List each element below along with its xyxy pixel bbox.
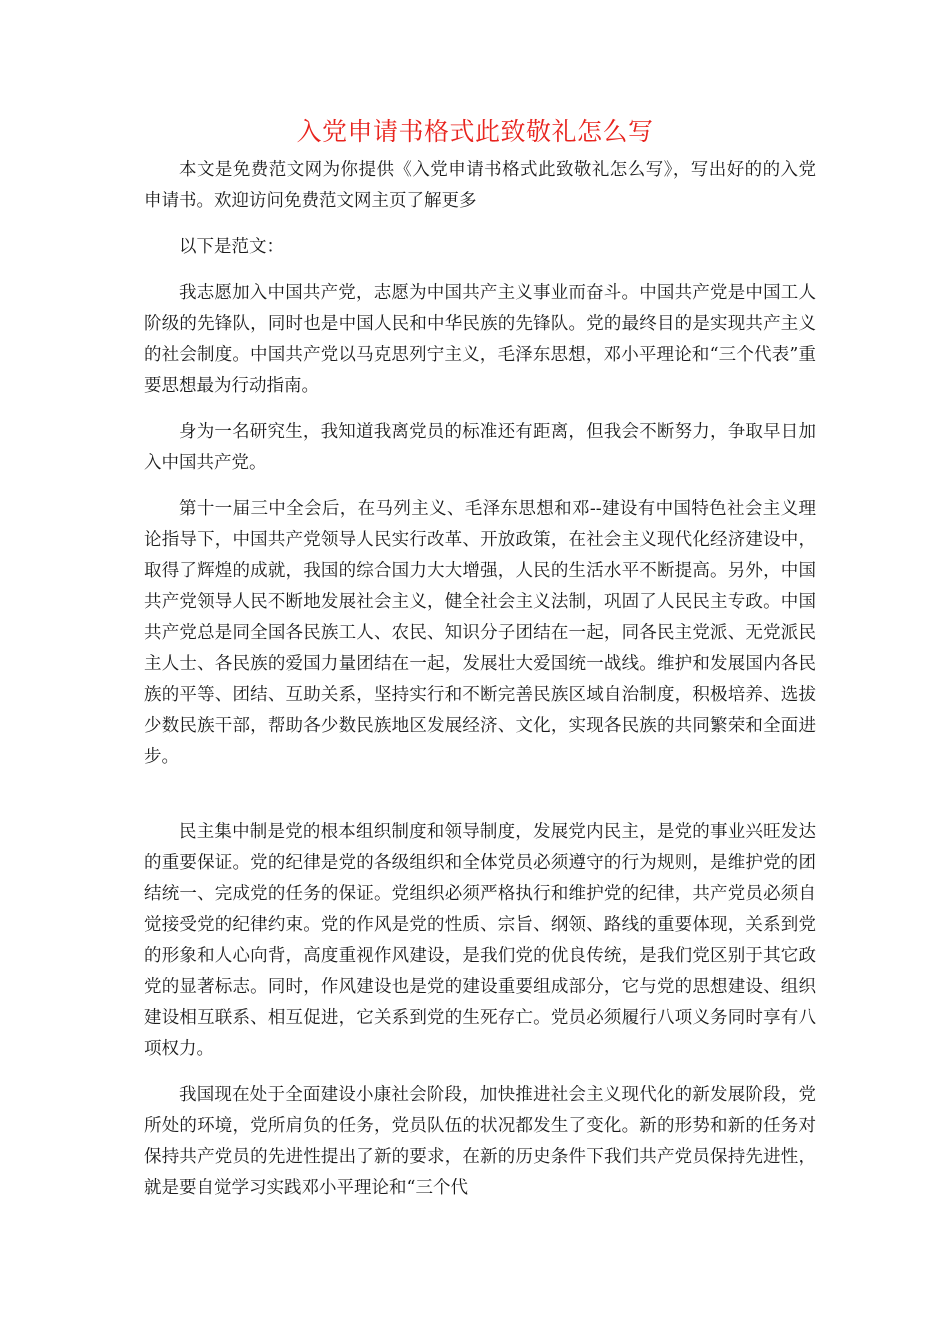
body-paragraph-2: 身为一名研究生，我知道我离党员的标准还有距离，但我会不断努力，争取早日加入中国共产党。 bbox=[144, 422, 816, 473]
spacer bbox=[144, 773, 816, 817]
body-paragraph-4: 民主集中制是党的根本组织制度和领导制度，发展党内民主，是党的事业兴旺发达的重要保证。党的纪律是党的各级组织和全体党员必须遵守的行为规则，是维护党的团结统一、完成党的任务的保证。党组织必须严格执行和维护党的纪律，共产党员必须自觉接受党的纪律约束。党的作风是党的性质、宗旨、纲领、路线的重要体现，关系到党的形象和人心向背，高度重视作风建设，是我们党的优良传统，是我们党区别于其它政党的显著标志。同时，作风建设也是党的建设重要组成部分，它与党的思想建设、组织建设相互联系、相互促进，它关系到党的生死存亡。党员必须履行八项义务同时享有八项权力。 bbox=[144, 822, 816, 1059]
body-paragraph-1: 我志愿加入中国共产党，志愿为中国共产主义事业而奋斗。中国共产党是中国工人阶级的先锋队，同时也是中国人民和中华民族的先锋队。党的最终目的是实现共产主义的社会制度。中国共产党以马克思列宁主义，毛泽东思想，邓小平理论和“三个代表”重要思想最为行动指南。 bbox=[144, 283, 816, 396]
spacer bbox=[144, 263, 816, 278]
sample-heading-paragraph: 以下是范文： bbox=[179, 237, 284, 257]
spacer bbox=[144, 479, 816, 494]
document-title: 入党申请书格式此致敬礼怎么写 bbox=[296, 117, 654, 146]
body-paragraph-3: 第十一届三中全会后，在马列主义、毛泽东思想和邓--建设有中国特色社会主义理论指导下，中国共产党领导人民实行改革、开放政策，在社会主义现代化经济建设中，取得了辉煌的成就，我国的综合国力大大增强，人民的生活水平不断提高。另外，中国共产党领导人民不断地发展社会主义，健全社会主义法制，巩固了人民民主专政。中国共产党总是同全国各民族工人、农民、知识分子团结在一起，同各民主党派、无党派民主人士、各民族的爱国力量团结在一起，发展壮大爱国统一战线。维护和发展国内各民族的平等、团结、互助关系，坚持实行和不断完善民族区域自治制度，积极培养、选拔少数民族干部，帮助各少数民族地区发展经济、文化，实现各民族的共同繁荣和全面进步。 bbox=[144, 499, 816, 767]
spacer bbox=[144, 402, 816, 417]
intro-paragraph: 本文是免费范文网为你提供《入党申请书格式此致敬礼怎么写》，写出好的的入党申请书。欢迎访问免费范文网主页了解更多 bbox=[144, 160, 816, 211]
spacer bbox=[144, 1065, 816, 1080]
spacer bbox=[144, 217, 816, 232]
document-body bbox=[144, 155, 816, 1204]
body-paragraph-5: 我国现在处于全面建设小康社会阶段，加快推进社会主义现代化的新发展阶段，党所处的环境，党所肩负的任务，党员队伍的状况都发生了变化。新的形势和新的任务对保持共产党员的先进性提出了新的要求，在新的历史条件下我们共产党员保持先进性，就是要自觉学习实践邓小平理论和“三个代 bbox=[144, 1085, 816, 1198]
